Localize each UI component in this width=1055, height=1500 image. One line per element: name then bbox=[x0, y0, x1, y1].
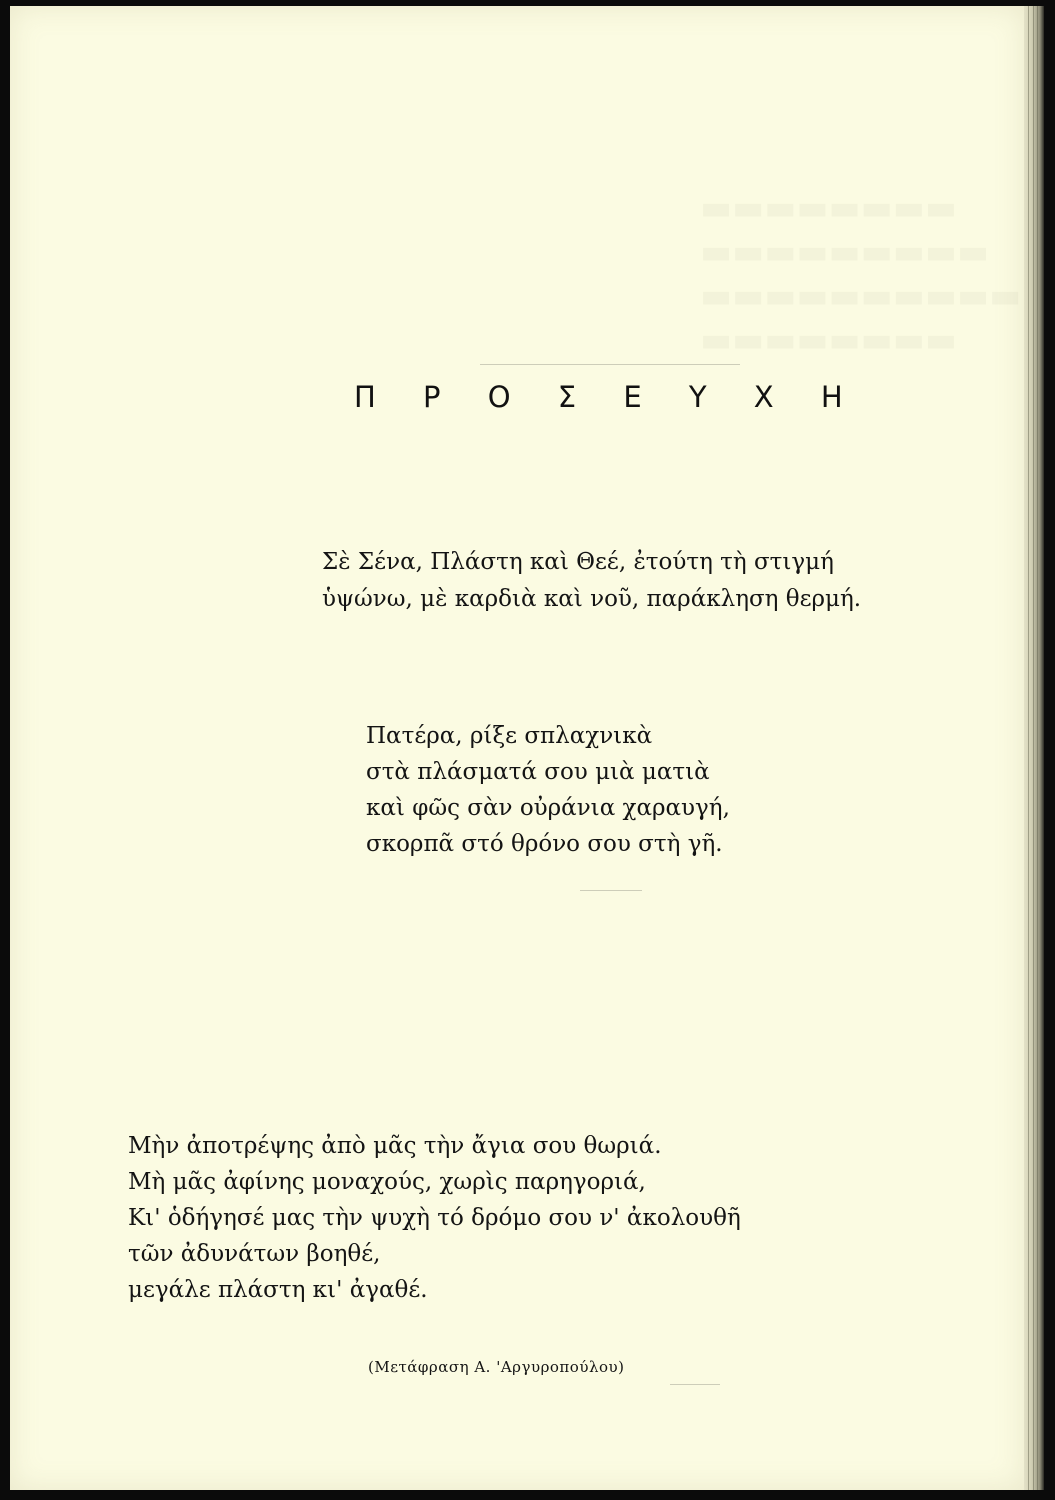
page-edge-stack bbox=[1024, 6, 1044, 1490]
stanza-1 bbox=[322, 544, 861, 618]
stanza-2-line-2: στὰ πλάσματά σου μιὰ ματιὰ bbox=[366, 759, 710, 785]
stanza-1-line-2: ὑψώνω, μὲ καρδιὰ καὶ νοῦ, παράκληση θερμή. bbox=[322, 586, 862, 612]
faint-rule-bottom bbox=[670, 1384, 720, 1385]
page-title: Π Ρ Ο Σ Ε Υ Χ Η bbox=[354, 380, 862, 414]
faint-rule-top bbox=[480, 364, 740, 365]
translation-credit: (Μετάφραση Α. 'Αργυροπούλου) bbox=[368, 1358, 625, 1376]
edge-line bbox=[1033, 6, 1034, 1490]
stanza-2 bbox=[366, 718, 730, 862]
stanza-3-line-5: μεγάλε πλάστη κι' ἀγαθέ. bbox=[128, 1277, 428, 1303]
document-page bbox=[10, 6, 1024, 1490]
faint-rule-middle bbox=[580, 890, 642, 891]
stanza-2-line-3: καὶ φῶς σὰν οὐράνια χαραυγή, bbox=[366, 795, 730, 821]
stanza-3-line-4: τῶν ἀδυνάτων βοηθέ, bbox=[128, 1241, 381, 1267]
stanza-2-line-4: σκορπᾶ στό θρόνο σου στὴ γῆ. bbox=[366, 831, 723, 857]
stanza-3-line-2: Μὴ μᾶς ἀφίνης μοναχούς, χωρὶς παρηγοριά, bbox=[128, 1169, 646, 1195]
stanza-2-line-1: Πατέρα, ρίξε σπλαχνικὰ bbox=[366, 723, 653, 749]
stanza-3 bbox=[128, 1128, 741, 1308]
edge-line bbox=[1037, 6, 1038, 1490]
show-through-texture: ▬▬▬▬▬▬▬▬ ▬▬▬▬▬▬▬▬▬ ▬▬▬▬▬▬▬▬▬▬ ▬▬▬▬▬▬▬▬ bbox=[700, 188, 1022, 360]
stanza-3-line-1: Μὴν ἀποτρέψης ἀπὸ μᾶς τὴν ἄγια σου θωριά. bbox=[128, 1133, 662, 1159]
stanza-3-line-3: Κι' ὁδήγησέ μας τὴν ψυχὴ τό δρόμο σου ν' ἀκολουθῆ bbox=[128, 1205, 741, 1231]
edge-line bbox=[1028, 6, 1029, 1490]
stanza-1-line-1: Σὲ Σένα, Πλάστη καὶ Θεέ, ἐτούτη τὴ στιγμή bbox=[322, 549, 834, 575]
